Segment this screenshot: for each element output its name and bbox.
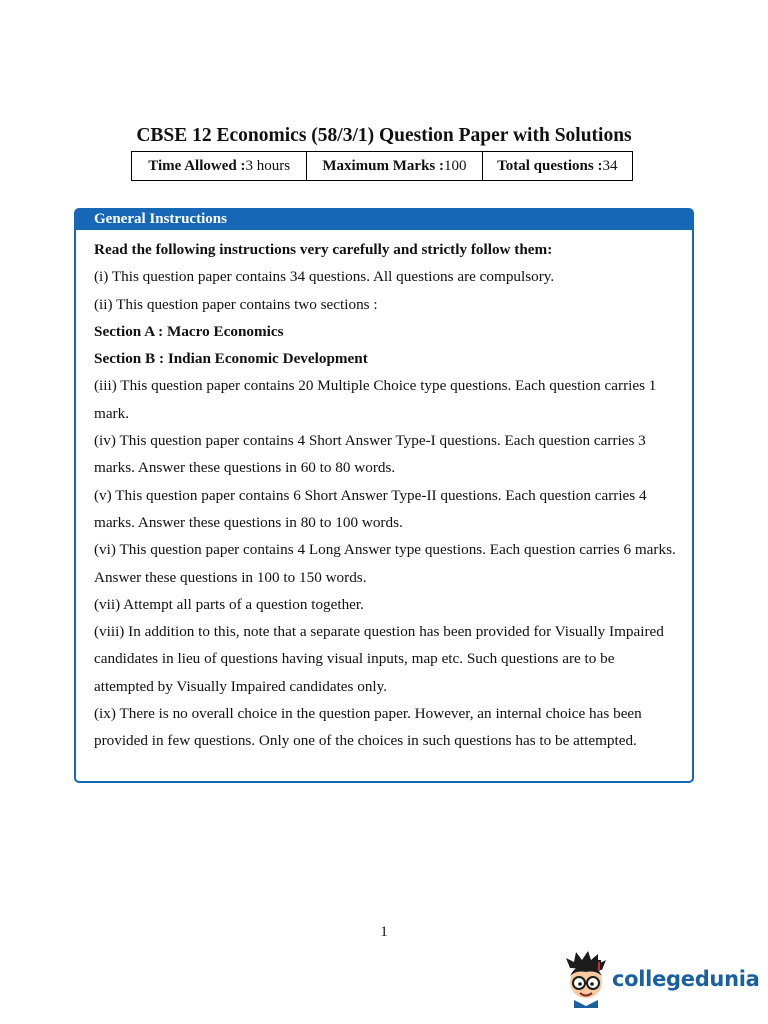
section-b-heading: Section B : Indian Economic Development [94,350,368,368]
instruction-intro: Read the following instructions very carefully and strictly follow them: [94,241,553,258]
page-number: 1 [380,924,388,940]
logo-text: collegedunia [612,967,760,991]
general-instructions-box [74,208,694,783]
instructions-header: General Instructions [76,210,692,230]
instruction-item: (iii) This question paper contains 20 Multiple Choice type questions. Each question carries 1 mark. [94,377,657,422]
exam-info-table [131,151,633,181]
instructions-body [76,230,692,755]
instruction-item: (vii) Attempt all parts of a question together. [94,595,364,613]
instruction-item: (i) This question paper contains 34 questions. All questions are compulsory. [94,268,555,286]
time-allowed-cell [132,152,307,180]
total-questions-label: Total questions : [497,157,603,174]
instruction-item: (ix) There is no overall choice in the question paper. However, an internal choice has been provided in few questions. Only one of the choices in such questions has to be attempted. [94,705,642,750]
section-a-heading: Section A : Macro Economics [94,322,284,340]
mascot-logo-icon [562,950,610,1008]
instruction-item: (iv) This question paper contains 4 Short Answer Type-I questions. Each question carries 3 marks. Answer these questions in 60 to 80 words. [94,432,646,477]
page-title: CBSE 12 Economics (58/3/1) Question Paper with Solutions [136,125,632,146]
instruction-item: (ii) This question paper contains two sections : [94,295,378,313]
instruction-item: (vi) This question paper contains 4 Long Answer type questions. Each question carries 6 marks. Answer these questions in 100 to 150 words. [94,541,676,586]
total-questions-cell [483,152,632,180]
time-allowed-value: 3 hours [245,157,291,174]
max-marks-cell [307,152,482,180]
instruction-item: (viii) In addition to this, note that a separate question has been provided for Visually Impaired candidates in lieu of questions having visual inputs, map etc. Such questions are to be attempted by Visually Impaired candidates only. [94,623,664,695]
max-marks-value: 100 [444,157,467,174]
total-questions-value: 34 [602,157,618,174]
max-marks-label: Maximum Marks : [322,157,445,174]
time-allowed-label: Time Allowed : [148,157,246,174]
instruction-item: (v) This question paper contains 6 Short Answer Type-II questions. Each question carries 4 marks. Answer these questions in 80 to 100 words. [94,486,647,531]
collegedunia-logo [562,950,760,1008]
